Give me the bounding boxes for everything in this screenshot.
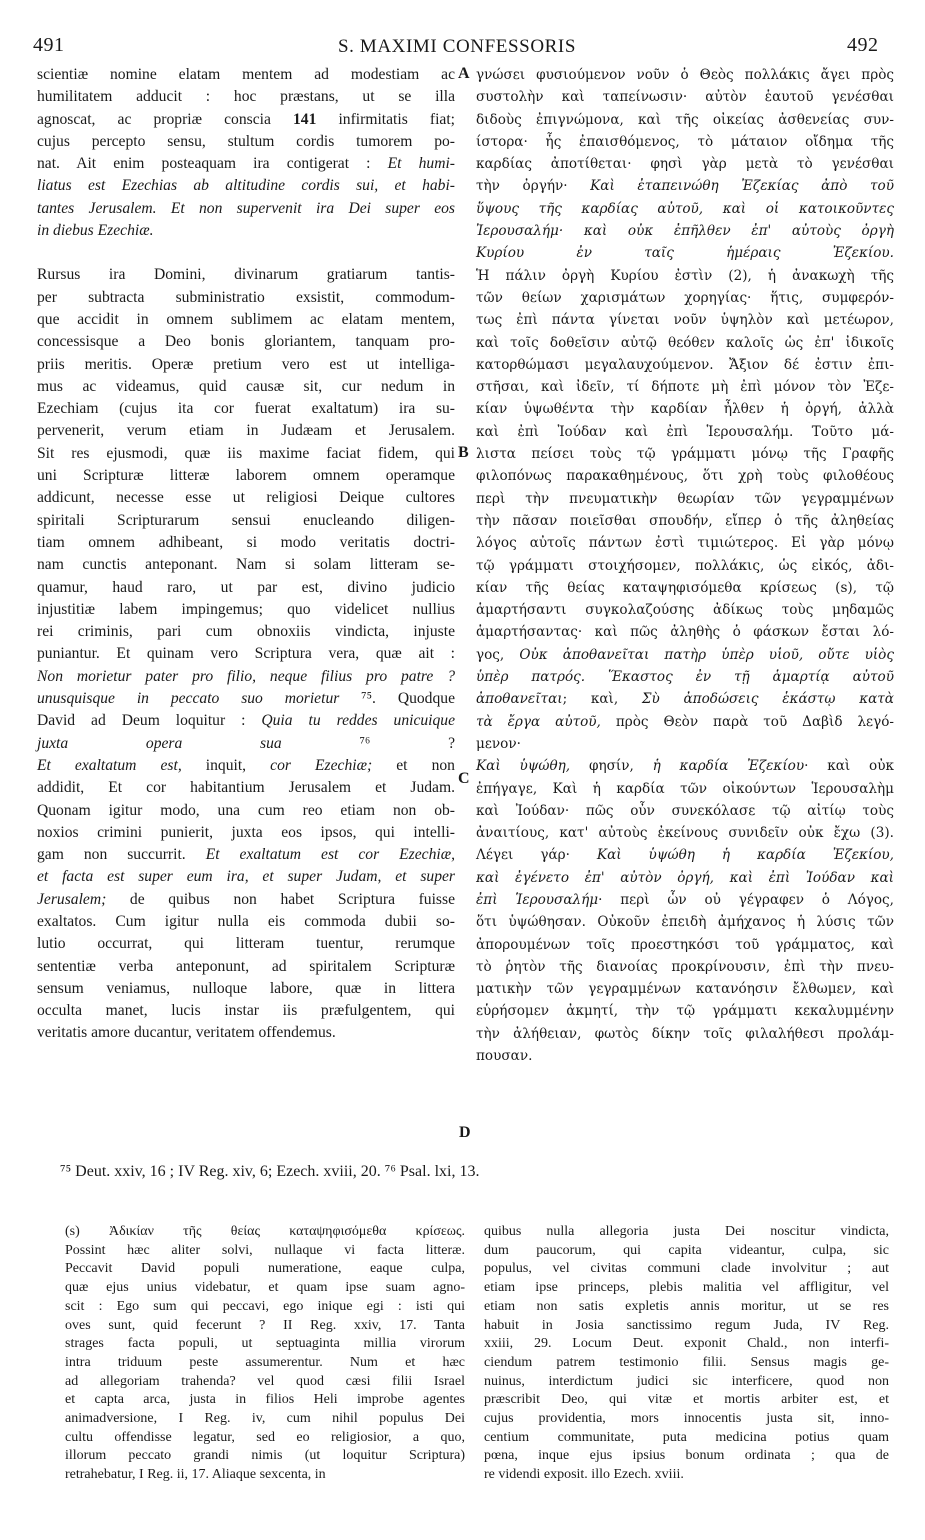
text-run: εὑρήσομεν ἀκμητί, τὴν τῷ γράμματι κεκαλυμμένην [476,1003,894,1020]
text-run: Sit res ejusmodi, quæ iis maxime faciat fidem, qui [37,444,455,462]
text-line [37,64,455,86]
note-line: nuinus, interdictum judici sic interficere, quod non [484,1373,889,1389]
note-line: quæ ejus unius videbatur, et quam ipse suam agno- [65,1280,465,1296]
text-run: ἐπήγαγε, Καὶ ἡ καρδία τῶν οἰκούντων Ἱερουσαλὴμ [476,780,894,797]
text-run: Καὶ ὑψώθη, [476,758,571,775]
note-line: etiam ipse princeps, plebis malitia vel affligitur, vel [484,1280,889,1296]
text-run: ; καὶ, [562,691,642,708]
text-run: exaltatos. Cum igitur nulla eis commoda dubii so- [37,912,455,930]
text-line [476,1023,894,1045]
text-line [37,376,455,398]
text-run: πρὸς Θεὸν παρὰ τοῦ Δαβὶδ λεγό- [600,713,895,730]
text-run: τῶν θείων χαρισμάτων χορηγίας· ἥτις, συμφερόν- [476,289,894,306]
text-line [37,577,455,599]
note-line: dum paucorum, qui capita videantur, culpa, sic [484,1242,889,1258]
text-run: στῆσαι, καὶ ἰδεῖν, τί δήποτε μὴ ἐπὶ μόνον τὸν Ἐζε- [476,379,894,396]
text-line [476,778,894,800]
text-run: occulta manet, lucis instar iis præfulgentem, qui [37,1002,455,1020]
text-run: διδοὺς ἐπιγνώμονα, καὶ τῆς οἰκείας ἀσθενείας συν- [476,111,894,128]
text-run: γος, [476,646,520,663]
note-line: retrahebatur, I Reg. ii, 17. Aliaque sexcenta, in [65,1467,326,1483]
text-run: ίστορα· ἧς ἐπαισθόμενος, τὸ μάταιον οἴδημα τῆς [476,133,894,150]
note-line: habuit in Josia sanctissimo regum Juda, IV Reg. [484,1317,889,1333]
text-line [37,465,455,487]
margin-marker-a: A [458,65,470,82]
text-line [476,309,894,331]
text-run: scientiæ nomine elatam mentem ad modestiam ac [37,66,455,83]
text-run: κίαν τῆς θείας καταψηφισόμεθα κρίσεως (s), τῷ [476,579,894,596]
text-run: unusquisque in peccato suo morietur [37,690,340,708]
text-line [476,1000,894,1022]
text-line [476,755,894,777]
text-run: Οὐκ ἀποθανεῖται πατὴρ ὑπὲρ υἱοῦ, οὔτε υἱὸς [519,646,894,663]
note-line: centium communitate, puta medicina potius quam [484,1429,889,1445]
note-line: strages facta populi, ut septuaginta millia virorum [65,1336,465,1352]
text-run: agnoscat, ac propriæ conscia [37,110,293,128]
text-line [37,510,455,532]
text-line [476,577,894,599]
text-run: sententiæ verba anteponunt, ad spiritalem Scripturæ [37,957,455,975]
text-run: veritatis amore ducantur, veritatem offendemus. [37,1024,336,1042]
text-line [37,733,455,755]
text-line [37,755,455,777]
editor-notes-right [484,1223,889,1485]
text-line [476,198,894,220]
text-run: pervenerit, verum etiam in Judæam et Jerusalem. [37,422,455,440]
text-line [476,956,894,978]
text-run: puniantur. Et quinam vero Scriptura vera, quæ ait : [37,645,455,663]
text-run: Non morietur pater pro filio, neque filius pro patre ? [37,667,455,685]
note-line: cultu offendisse legatur, sed eo religiosior, a quo, [65,1429,465,1445]
text-run: et facta est super eum ira, et super Judam, et super [37,868,455,886]
text-run: Σὺ ἀποδώσεις ἑκάστῳ κατὰ [641,691,894,708]
greek-column [476,64,894,1067]
text-run: Quonam igitur modo, una cum reo etiam non ob- [37,801,455,819]
text-run: καρδίας ἀποτίθεται· φησὶ γὰρ μετὰ τὸ γενέσθαι [476,156,894,173]
text-line [37,1022,455,1044]
text-run: rei criminis, pari cum obnoxiis vindicta, injuste [37,623,455,641]
text-line [37,621,455,643]
note-line: scit : Ego sum qui peccavi, ego inique egi : isti qui [65,1298,465,1314]
text-line [476,220,894,242]
text-line [37,666,455,688]
text-line [476,889,894,911]
text-run: καὶ Ἰούδαν· πῶς οὖν συνεκόλασε τῷ αἰτίῳ τοὺς [476,802,894,819]
text-line [476,332,894,354]
text-line [476,555,894,577]
text-run: sensum veniamus, nulloque labore, quæ in littera [37,979,455,997]
text-run: injustitiæ labem impingemus; quo videlicet nullius [37,600,455,618]
text-run: Et exaltatum est, [37,756,182,774]
text-run: juxta opera sua [37,734,282,752]
text-run: Κυρίου ἐν ταῖς ἡμέραις Ἐζεκίου. [476,245,894,262]
text-run: 141 [292,110,317,128]
note-line: illorum peccato grandi nimis (ut loquitur Scriptura) [65,1448,465,1464]
text-run: ἁμαρτήσαντι συγκολαζούσης ἀδίκως τοὺς μηδαμῶς [476,602,894,619]
note-line: præscribit Deo, qui vitæ et mortis arbiter est, et [484,1392,889,1408]
text-line [37,153,455,175]
footnote-references: ⁷⁵ Deut. xxiv, 16 ; IV Reg. xiv, 6; Ezech. xviii, 20. ⁷⁶ Psal. lxi, 13. [60,1163,480,1180]
text-run: Λέγει γάρ· [476,847,597,864]
text-line [37,220,455,242]
text-line [37,264,455,286]
text-run: priis meritis. Operæ pretium vero est ut intelliga- [37,355,455,373]
text-line [476,911,894,933]
text-run: κατορθώμασι μεγαλαυχούμενον. Ἄξιον δέ ἐστιν ἐπι- [476,356,894,373]
text-run: mus ac videamus, quid causæ sit, cur nedum in [37,377,455,395]
text-run: que accidit in omnem sublimem ac elatam mentem, [37,310,455,328]
note-line: intra triduum peste assumerentur. Num et hæc [65,1354,465,1370]
note-line: (s) Ἀδικίαν τῆς θείας καταψηφισόμεθα κρίσεως. [65,1224,465,1239]
text-line [476,376,894,398]
text-run: Ezechiam (cujus ita cor fuerat exaltatum) ira su- [37,400,455,418]
text-run: · περὶ ὧν οὐ γέγραφεν ὁ Λόγος, [598,891,894,908]
text-line [476,109,894,131]
text-run: Ἰερουσαλήμ· καὶ οὐκ ἐπῆλθεν ἐπ' αὐτοὺς ὀργὴ [476,223,894,240]
text-run: nat. Ait enim posteaquam ira contigerat : [37,155,388,173]
text-run: ἀναιτίους, κατ' αὐτοὺς ἐκείνους συνιδεῖν οὐκ ἔχω (3). [476,825,894,842]
text-line [37,889,455,911]
note-line: oves sunt, quid fecerunt ? II Reg. xxiv, 17. Tanta [65,1317,465,1333]
text-line [37,354,455,376]
text-run: cujus percepto sensu, stultum cordis tumorem po- [37,132,455,150]
note-line: ciendum patrem testimonio filii. Sensus magis ge- [484,1354,889,1370]
text-run: et non [372,756,455,774]
text-line [37,777,455,799]
text-line [476,621,894,643]
text-line [476,978,894,1000]
text-run: τὰ ἔργα αὐτοῦ, [476,713,601,730]
text-run: concessisque a Deo bonis gloriantem, tanquam pro- [37,333,455,351]
text-run: περὶ τὴν πνευματικὴν θεωρίαν τῶν γεγραμμένων [476,490,894,507]
note-line: etiam non satis expletis annis moritur, ut se res [484,1298,889,1314]
text-line [476,644,894,666]
text-run: φησίν, [570,758,653,775]
text-line [476,287,894,309]
text-line [476,242,894,264]
text-line [37,956,455,978]
text-run: Et exaltatum est cor Ezechiæ, [205,846,455,864]
text-line [37,688,455,710]
note-line: ad allegoriam trahenda? vel quod cæsi filii Israel [65,1373,465,1389]
text-line [476,822,894,844]
latin-column [37,64,455,1045]
text-run: de quibus non habet Scriptura fuisse [106,890,455,908]
text-run: γνώσει φυσιούμενον νοῦν ὁ Θεὸς πολλάκις ἄγει πρὸς [476,67,894,83]
margin-marker-d: D [459,1124,471,1141]
text-run: ⁷⁵. Quodque [339,690,455,708]
text-run: ἀποθανεῖται [476,691,563,708]
text-run: ⁷⁶ ? [281,734,455,752]
text-line [37,443,455,465]
text-run: λόγος αὐτοῖς πάντων ἐστὶ τιμιώτερος. Εἰ γὰρ μόνῳ [476,535,894,552]
text-line [476,1045,894,1067]
text-run: πουσαν. [476,1048,533,1065]
text-run: ὅτι ὑψώθησαν. Οὐκοῦν ἐπειδὴ ἀμήχανος ἡ λύσις τῶν [476,914,894,931]
text-line [37,1000,455,1022]
text-line [476,265,894,287]
margin-marker-c: C [458,770,470,787]
note-line: Possint hæc aliter solvi, nullaque vi facta litteræ. [65,1242,465,1258]
note-line: animadversione, I Reg. iv, cum nihil populus Dei [65,1411,465,1427]
text-line [476,599,894,621]
text-run: λιστα πείσει τοὺς τῷ γράμματι μόνῳ τῆς Γραφῆς [476,446,894,463]
note-line: xxiii, 29. Locum Deut. exponit Chald., non interfi- [484,1336,889,1352]
text-run: καὶ ἐγένετο ἐπ' αὐτὸν ὀργή, καὶ ἐπὶ Ἰούδαν καὶ [476,869,894,886]
text-run: uni Scripturæ litteræ laborem omnem operamque [37,467,455,485]
text-run: Καὶ ὑψώθη ἡ καρδία Ἐζεκίου, [596,847,894,864]
text-line [476,532,894,554]
note-line: populus, vel civitas communi clade involvitur ; aut [484,1261,889,1277]
text-run: humilitatem adducit : hoc præstans, ut se illa [37,88,455,106]
editor-notes-left [65,1223,465,1485]
text-line [37,309,455,331]
note-line: Peccavit David populi numeratione, eaque culpa, [65,1261,465,1277]
text-run: inquit, [181,756,271,774]
text-run: Rursus ira Domini, divinarum gratiarum tantis- [37,266,455,284]
text-line [476,867,894,889]
text-line [476,64,894,86]
text-run: καὶ ἐπὶ Ἰούδαν καὶ ἐπὶ Ἱερουσαλήμ. Τοῦτο μά- [476,423,894,440]
note-line: et capta arca, justa in filios Heli improbe agentes [65,1392,465,1408]
text-line [476,398,894,420]
text-run: Jerusalem; [37,890,107,908]
text-run: Quia tu reddes unicuique [261,712,456,730]
text-run: tiam omnem adhibeant, si modo veritatis doctri- [37,533,455,551]
note-line: pœna, inque ejus ipsius bonum ordinata ; qua de [484,1448,889,1464]
text-run: φιλοπόνως παρακαθημένους, ὅτι χρὴ τοὺς φιλοθέους [476,468,894,485]
text-line [37,420,455,442]
text-line [37,131,455,153]
text-run: κίαν ὑψωθέντα τὴν καρδίαν ἦλθεν ἡ ὀργή, ἀλλὰ [476,401,894,418]
text-run: καὶ τοῖς δοθεῖσιν αὐτῷ θεόθεν καλοῖς ὡς ἐπ' ἰδικοῖς [476,334,894,351]
text-line [476,800,894,822]
text-run: τως ἐπὶ πάντα γίνεται νοῦν ὑψηλὸν καὶ μετέωρον, [476,312,894,329]
text-run: ὑπὲρ πατρός. Ἕκαστος ἐν τῇ ἁμαρτίᾳ αὐτοῦ [476,669,894,686]
text-run: μενον· [476,735,521,752]
text-run: ἐπὶ Ἱερουσαλήμ [476,891,599,908]
text-run: noxios crimini punierit, juxta eos ipsos, qui intelli- [37,823,455,841]
running-title: S. MAXIMI CONFESSORIS [338,36,577,57]
text-line [37,109,455,131]
text-run: συστολὴν καὶ ταπείνωσιν· αὐτὸν ἑαυτοῦ γενέσθαι [476,89,894,106]
text-line [37,933,455,955]
text-line [476,175,894,197]
text-run: ματικὴν τῶν γεγραμμένων κατανόησιν ἔλθωμεν, καὶ [476,981,894,998]
text-line [37,532,455,554]
text-line [37,198,455,220]
text-run: nam cunctis anteponant. Nam si solam litteram se- [37,556,455,574]
text-run: gam non succurrit. [37,846,206,864]
text-run: cor Ezechiæ; [270,756,373,774]
text-line [476,666,894,688]
text-line [37,287,455,309]
text-run: τὸ ῥητὸν τῆς διανοίας προκρίνουσιν, ἐπὶ τὴν πνευ- [476,958,894,975]
page-number-right: 492 [847,34,879,56]
text-run: τὴν ὀργήν· [476,178,591,195]
text-run: lutio occurrat, qui litteram tuentur, rerumque [37,935,455,953]
text-run: ἡ καρδία Ἐζεκίου [652,758,805,775]
text-line [37,487,455,509]
text-line [476,443,894,465]
note-line: quibus nulla allegoria justa Dei noscitur vindicta, [484,1224,889,1239]
margin-marker-b: B [458,444,469,461]
text-line [37,866,455,888]
text-line [476,153,894,175]
text-run: quamur, haud raro, ut par est, divino judicio [37,578,455,596]
text-line [37,800,455,822]
text-run: addidit, Et cor habitantium Jerusalem et Judam. [37,779,455,797]
text-run: Ἡ πάλιν ὀργὴ Κυρίου ἐστὶν (2), ἡ ἀνακωχὴ τῆς [476,267,894,284]
text-line [476,934,894,956]
text-line [476,421,894,443]
text-line [37,599,455,621]
text-run: · καὶ οὐκ [804,758,894,775]
note-line: re videndi exposit. illo Ezech. xviii. [484,1467,684,1483]
text-run: Et humi- [387,155,455,173]
text-run: infirmitatis fiat; [316,110,455,128]
text-run: liatus est Ezechias ab altitudine cordis sui, et habi- [37,177,455,195]
text-run: per subtracta subministratio exsistit, commodum- [37,288,455,306]
text-line [476,510,894,532]
text-line [476,733,894,755]
text-line [37,643,455,665]
text-line [37,398,455,420]
text-line [476,711,894,733]
text-line [476,86,894,108]
text-run: Καὶ ἐταπεινώθη Ἐζεκίας ἀπὸ τοῦ [590,178,894,195]
text-run: ὕψους τῆς καρδίας αὐτοῦ, καὶ οἱ κατοικοῦντες [476,200,894,217]
note-line: cujus providentia, mors innocentis justa sit, inno- [484,1411,889,1427]
text-run: τὴν πᾶσαν ποιεῖσθαι σπουδήν, εἴπερ ὁ τῆς ἀληθείας [476,512,894,529]
text-line [37,554,455,576]
text-line [37,175,455,197]
paragraph-gap [37,242,455,264]
text-line [476,844,894,866]
text-line [37,331,455,353]
text-run: spiritali Scripturarum sensui enucleando diligen- [37,511,455,529]
text-line [37,86,455,108]
text-run: τῷ γράμματι στοιχήσομεν, πολλάκις, ὡς εἰκός, ἀδι- [476,557,894,574]
text-line [37,822,455,844]
text-run: ἀπορουμένων τοῖς προεστηκόσι τοῦ γράμματος, καὶ [476,936,894,953]
text-line [476,688,894,710]
text-line [37,978,455,1000]
page-number-left: 491 [33,34,65,56]
text-run: David ad Deum loquitur : [37,712,262,730]
text-line [476,354,894,376]
text-line [476,465,894,487]
text-run: τὴν ἀλήθειαν, φωτὸς δίκην τοῖς φιλαλήθεσι προλάμ- [476,1025,894,1042]
text-line [476,488,894,510]
text-run: ἁμαρτήσαντας· καὶ πῶς ἀληθὴς ὁ φάσκων ἔσται λό- [476,624,894,641]
text-line [37,710,455,732]
text-run: tantes Jerusalem. Et non supervenit ira Dei super eos [37,199,455,217]
text-run: addicunt, necesse esse ut religiosi Deique cultores [37,489,455,507]
text-line [37,844,455,866]
text-run: in diebus Ezechiæ. [37,222,154,240]
text-line [476,131,894,153]
text-line [37,911,455,933]
